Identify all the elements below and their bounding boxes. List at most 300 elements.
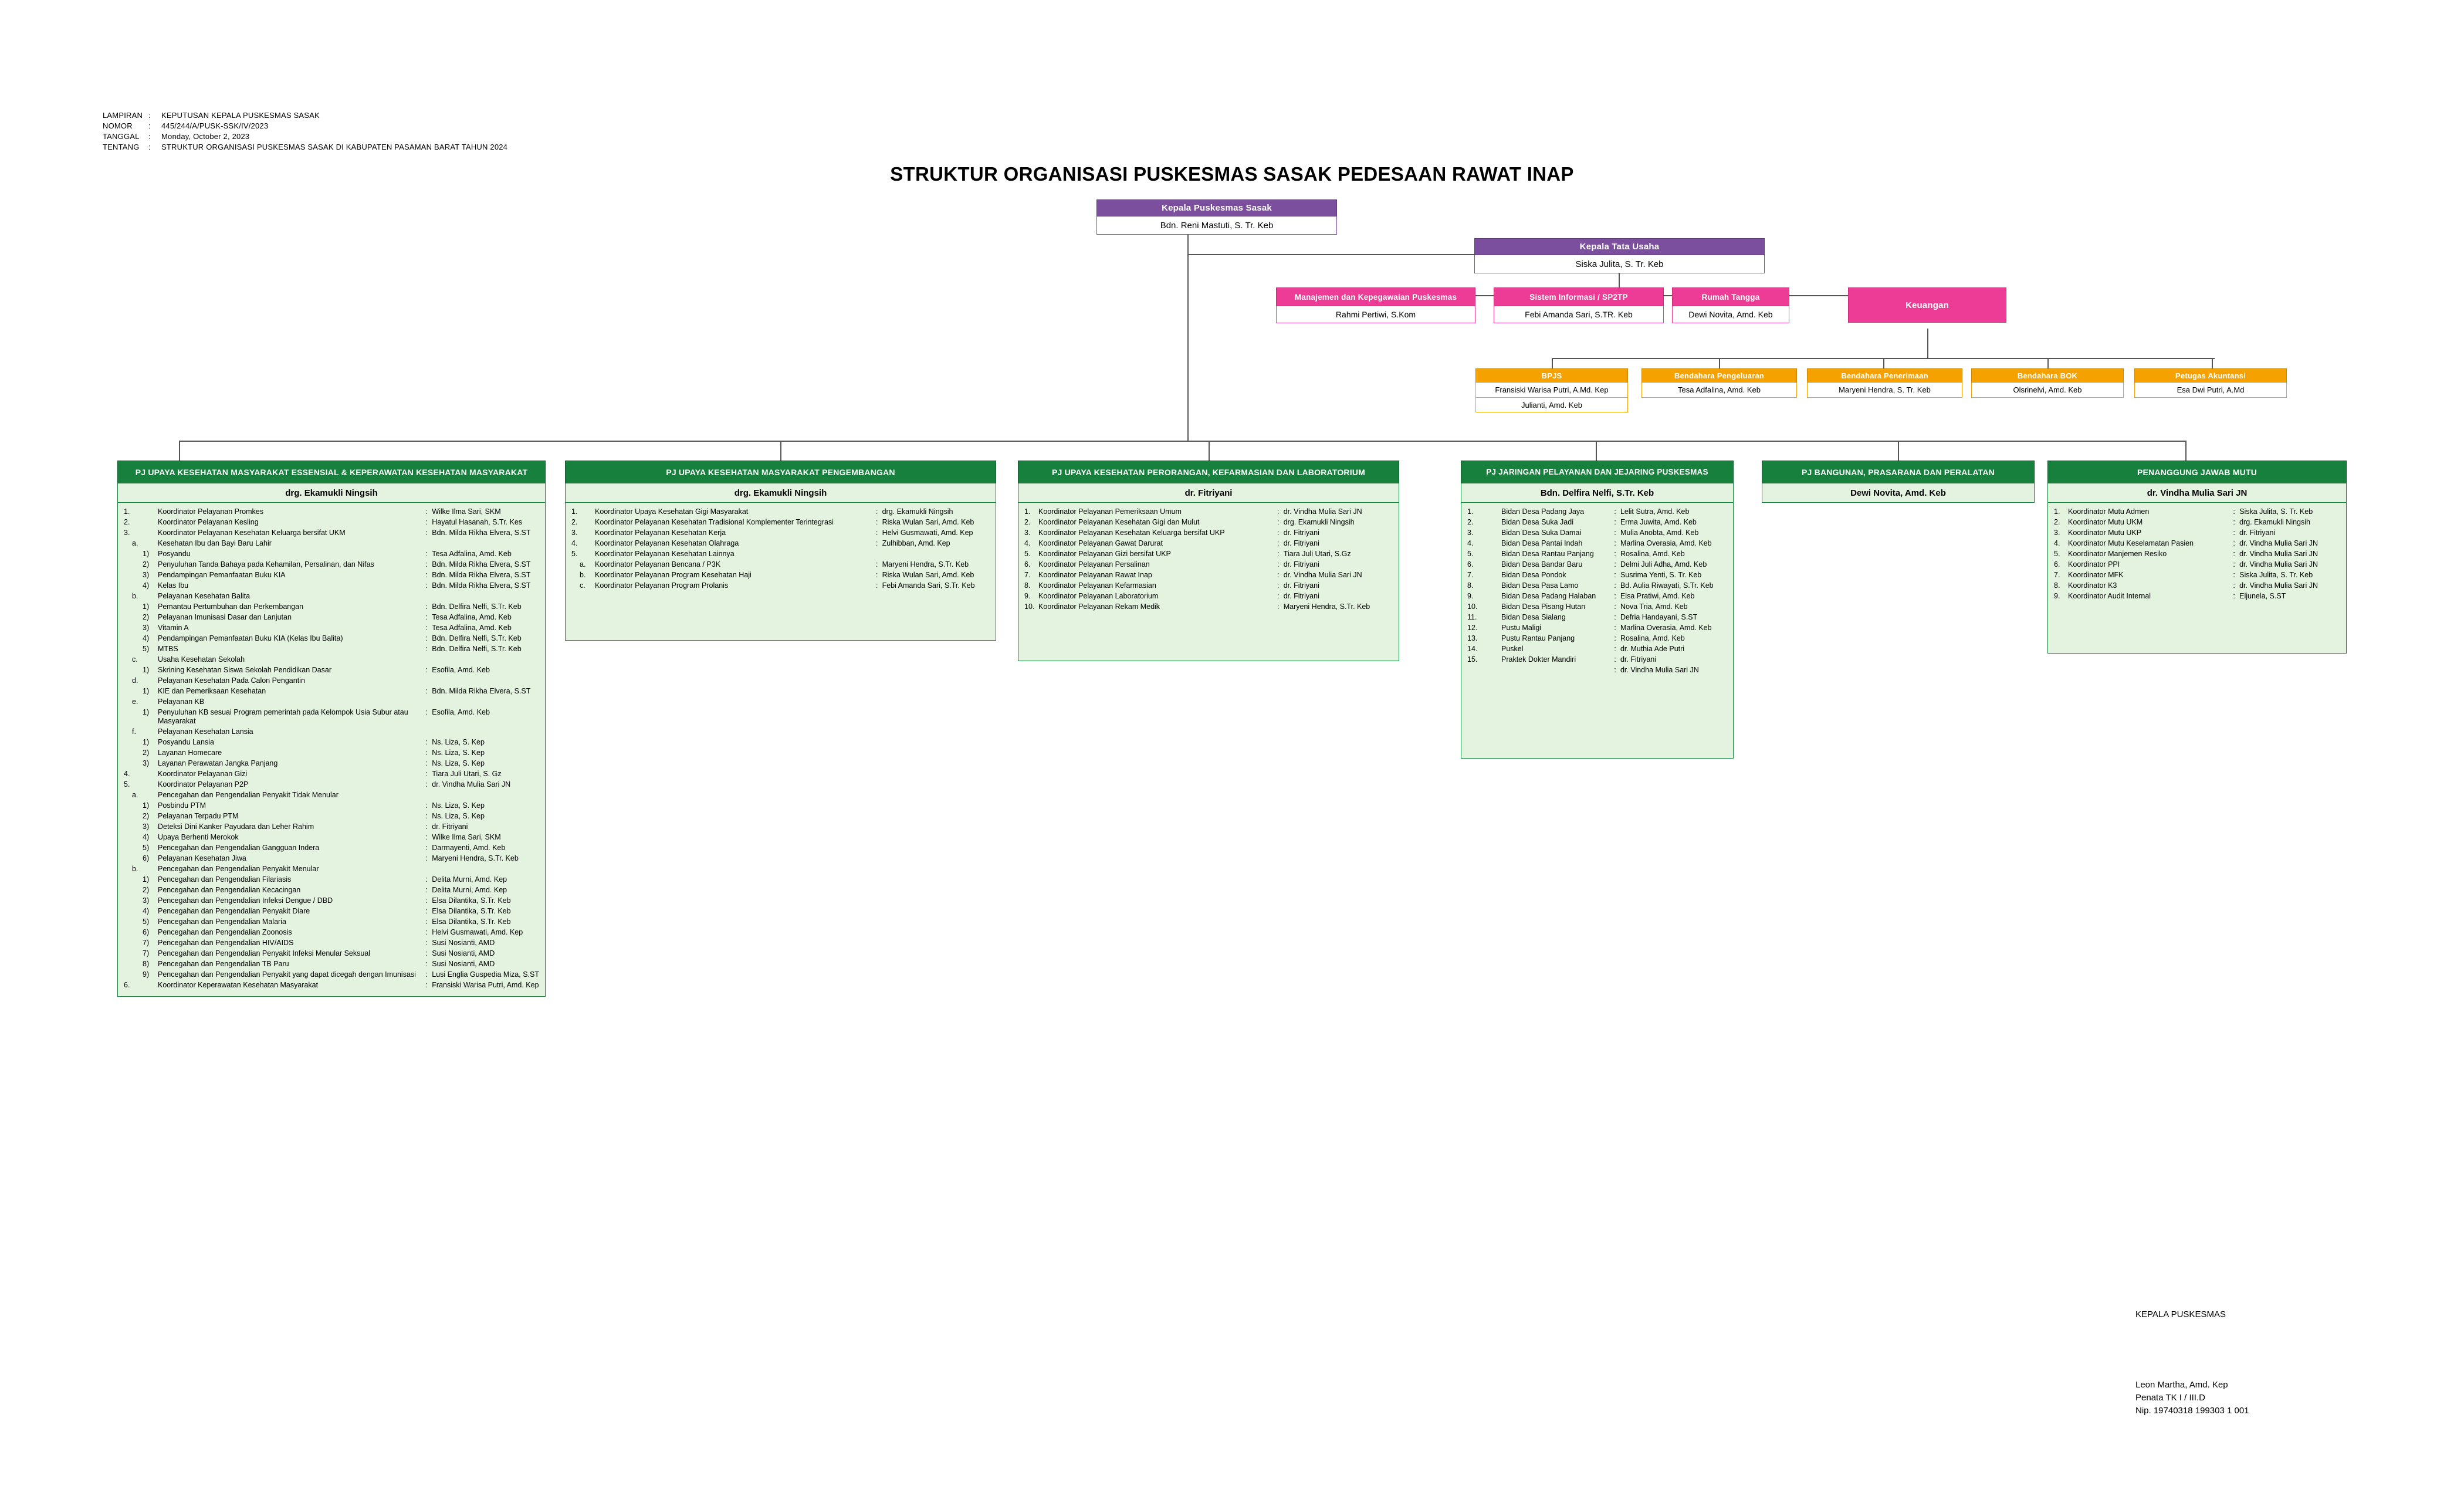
item-label: Pencegahan dan Pengendalian Penyakit Diare [158,906,310,915]
item-value: Ns. Liza, S. Kep [432,737,485,746]
item-value [431,538,540,549]
item-value: Ns. Liza, S. Kep [432,759,485,767]
item-value: dr. Fitriyani [1620,655,1657,664]
item-label: Bidan Desa Pasa Lamo [1501,581,1579,590]
tu-unit-manajemen-kepegawaian[interactable] [1276,287,1475,323]
item-number: 2. [124,517,130,526]
item-colon: : [425,623,428,632]
item-colon: : [1614,560,1616,568]
list-item [570,570,991,580]
item-colon [873,549,881,559]
item-label: Penyuluhan Tanda Bahaya pada Kehamilan, Persalinan, dan Nifas [158,560,374,568]
item-number: 10. [1467,602,1478,611]
item-colon [422,864,431,874]
item-colon: : [1614,602,1616,611]
connector [1209,441,1210,461]
kepala-puskesmas-name: Bdn. Reni Mastuti, S. Tr. Keb [1096,216,1337,235]
item-number: 2) [143,811,150,820]
signature-rank: Penata TK I / III.D [2135,1393,2205,1403]
item-number: 7. [1467,570,1474,579]
tu-unit-keuangan[interactable] [1848,287,2006,323]
item-number: 4) [143,581,150,590]
list-item [123,737,540,747]
item-value: drg. Ekamukli Ningsih [1283,517,1355,526]
list-item [123,601,540,612]
item-colon: : [875,570,878,579]
item-label: Koordinator Pelayanan Bencana / P3K [595,560,721,568]
item-colon: : [1277,517,1280,526]
list-item [123,916,540,927]
column-ukm-pengembangan[interactable] [565,461,996,641]
item-label: Pencegahan dan Pengendalian Malaria [158,917,286,926]
tu-unit-rumah-tangga[interactable] [1672,287,1789,323]
finance-unit-bpjs[interactable] [1475,368,1628,412]
item-label: Koordinator Keperawatan Kesehatan Masyarakat [158,980,319,989]
item-label: Bidan Desa Pantai Indah [1501,539,1583,547]
list-item [123,937,540,948]
list-item [570,580,991,591]
item-label: Koordinator Pelayanan Rawat Inap [1038,570,1152,579]
item-value: Susi Nosianti, AMD [432,949,495,957]
column-ukm-essensial[interactable] [117,461,546,997]
finance-unit-name: Tesa Adfalina, Amd. Keb [1641,383,1797,398]
item-label: Koordinator Pelayanan Kefarmasian [1038,581,1156,590]
list-item [123,959,540,969]
item-number: 1. [571,507,578,516]
item-colon: : [1614,507,1616,516]
item-number: 7. [2054,570,2060,579]
item-label: Puskel [1501,644,1524,653]
item-value: Ns. Liza, S. Kep [432,801,485,810]
meta-colon: : [148,132,151,141]
item-number: 15. [1467,655,1478,664]
list-item [123,821,540,832]
item-list [123,506,540,990]
list-item [123,895,540,906]
item-value [431,790,540,800]
item-colon: : [2233,570,2235,579]
item-number: 5. [124,780,130,788]
item-value [431,654,540,665]
item-colon [422,654,431,665]
item-number: 9. [2054,591,2060,600]
finance-unit-bendahara-penerimaan[interactable] [1807,368,1962,398]
item-value: Bdn. Delfira Nelfi, S.Tr. Keb [432,602,522,611]
item-label: Deteksi Dini Kanker Payudara dan Leher Rahim [158,822,314,831]
item-value [431,696,540,707]
item-label: Pencegahan dan Pengendalian TB Paru [158,959,289,968]
item-colon: : [875,581,878,590]
item-colon: : [425,780,428,788]
item-number: 9. [1024,591,1031,600]
item-number: d. [132,676,138,685]
item-colon: : [425,980,428,989]
list-item [123,506,540,517]
item-label: Koordinator Mutu Keselamatan Pasien [2068,539,2194,547]
item-value: dr. Fitriyani [2239,528,2276,537]
finance-unit-title: Bendahara BOK [1971,368,2124,383]
list-item [1023,527,1394,538]
item-value: Elsa Pratiwi, Amd. Keb [1620,591,1695,600]
list-item [123,559,540,570]
finance-unit-bendahara-pengeluaran[interactable] [1641,368,1797,398]
tu-unit-title: Keuangan [1848,287,2006,323]
item-colon [422,726,431,737]
item-value: Bdn. Milda Rikha Elvera, S.ST [432,560,531,568]
item-colon: : [425,811,428,820]
item-label: Pelayanan Terpadu PTM [158,811,239,820]
item-label: Bidan Desa Bandar Baru [1501,560,1583,568]
list-item [2053,591,2341,601]
tu-unit-sistem-informasi[interactable] [1494,287,1664,323]
list-item [123,675,540,686]
finance-unit-bendahara-bok[interactable] [1971,368,2124,398]
item-value: Erma Juwita, Amd. Keb [1620,517,1697,526]
meta-row [103,110,507,121]
connector [2185,441,2187,461]
item-value: drg. Ekamukli Ningsih [2239,517,2310,526]
item-number: 9) [143,970,150,979]
column-ukp-kefarmasian-laboratorium[interactable] [1018,461,1399,661]
item-label: Pencegahan dan Pengendalian Penyakit Infeksi Menular Seksual [158,949,371,957]
list-item [123,570,540,580]
item-colon: : [1277,570,1280,579]
item-value: Siska Julita, S. Tr. Keb [2239,570,2313,579]
item-colon: : [425,917,428,926]
item-number: 5. [1467,549,1474,558]
item-label: Koordinator K3 [2068,581,2117,590]
item-number: 7. [1024,570,1031,579]
item-value: Marlina Overasia, Amd. Keb [1620,623,1712,632]
item-label: Pelayanan Kesehatan Lansia [158,727,253,736]
item-label: Koordinator Pelayanan Laboratorium [1038,591,1159,600]
item-value: dr. Fitriyani [1283,560,1319,568]
item-number: 14. [1467,644,1478,653]
item-value: Delmi Juli Adha, Amd. Keb [1620,560,1707,568]
item-label: Koordinator Mutu UKM [2068,517,2143,526]
item-label: Koordinator Mutu UKP [2068,528,2142,537]
item-colon: : [1614,655,1616,664]
item-colon: : [2233,507,2235,516]
list-item [570,538,991,549]
item-number: f. [132,727,136,736]
item-value: Susrima Yenti, S. Tr. Keb [1620,570,1702,579]
item-value: Febi Amanda Sari, S.Tr. Keb [882,581,975,590]
list-item [123,769,540,779]
item-value: Tiara Juli Utari, S. Gz [432,769,502,778]
item-colon: : [1614,570,1616,579]
item-colon: : [1277,528,1280,537]
list-item [1466,665,1728,675]
column-body [1461,503,1734,759]
item-number: 5. [1024,549,1031,558]
item-label: Pencegahan dan Pengendalian Kecacingan [158,885,301,894]
item-number: 6) [143,854,150,862]
item-value: Tiara Juli Utari, S.Gz [1283,549,1351,558]
item-list [1023,506,1394,612]
connector [1927,329,1928,358]
item-colon: : [2233,528,2235,537]
item-number [1466,665,1500,675]
tu-unit-title: Manajemen dan Kepegawaian Puskesmas [1276,287,1475,306]
item-number: 13. [1467,634,1478,642]
item-label: Layanan Perawatan Jangka Panjang [158,759,278,767]
item-number: 2. [1024,517,1031,526]
item-label: Koordinator Pelayanan Kesehatan Gigi dan Mulut [1038,517,1200,526]
item-colon: : [2233,517,2235,526]
item-label: Koordinator MFK [2068,570,2124,579]
item-value: Ns. Liza, S. Kep [432,811,485,820]
finance-unit-petugas-akuntansi[interactable] [2134,368,2287,398]
item-label: Pemantau Pertumbuhan dan Perkembangan [158,602,304,611]
column-chief: Bdn. Delfira Nelfi, S.Tr. Keb [1461,483,1734,503]
item-label: Koordinator Pelayanan Pemeriksaan Umum [1038,507,1182,516]
item-value: Riska Wulan Sari, Amd. Keb [882,517,974,526]
item-label: MTBS [158,644,178,653]
column-bangunan-prasarana-peralatan[interactable] [1762,461,2035,503]
meta-colon: : [148,143,151,151]
item-label: Layanan Homecare [158,748,222,757]
item-colon: : [1614,528,1616,537]
item-colon: : [425,507,428,516]
item-value: Wilke Ilma Sari, SKM [432,832,501,841]
item-number: 4) [143,906,150,915]
finance-unit-name: Olsrinelvi, Amd. Keb [1971,383,2124,398]
item-label: Koordinator PPI [2068,560,2120,568]
item-value: Bdn. Milda Rikha Elvera, S.ST [432,570,531,579]
item-number: a. [132,790,138,799]
item-label: Usaha Kesehatan Sekolah [158,655,245,664]
item-number: 2) [143,612,150,621]
item-value: Susi Nosianti, AMD [432,938,495,947]
item-label: Pendampingan Pemanfaatan Buku KIA [158,570,286,579]
list-item [1023,580,1394,591]
item-label: Praktek Dokter Mandiri [1501,655,1576,664]
item-list [1466,506,1728,675]
item-value: Wilke Ilma Sari, SKM [432,507,501,516]
item-colon: : [425,959,428,968]
item-colon: : [1614,539,1616,547]
list-item [123,591,540,601]
finance-unit-title: BPJS [1475,368,1628,383]
list-item [123,747,540,758]
item-label: Koordinator Pelayanan Kesehatan Lainnya [595,549,735,558]
item-colon: : [2233,560,2235,568]
list-item [1466,612,1728,622]
item-value: Bdn. Milda Rikha Elvera, S.ST [432,528,531,537]
item-colon: : [425,528,428,537]
kepala-tata-usaha-title: Kepala Tata Usaha [1474,238,1765,255]
item-label: Pencegahan dan Pengendalian HIV/AIDS [158,938,294,947]
list-item [123,842,540,853]
item-value: Esofila, Amd. Keb [432,665,490,674]
item-value: Bdn. Milda Rikha Elvera, S.ST [432,686,531,695]
list-item [123,612,540,622]
item-value: dr. Fitriyani [1283,591,1319,600]
item-colon: : [875,539,878,547]
item-number: 3. [1467,528,1474,537]
list-item [123,948,540,959]
item-value: Maryeni Hendra, S.Tr. Keb [1283,602,1370,611]
item-number: 12. [1467,623,1478,632]
item-list [2053,506,2341,601]
list-item [123,633,540,644]
finance-unit-name-2: Julianti, Amd. Keb [1475,398,1628,412]
list-item [123,874,540,885]
item-number: 6. [1024,560,1031,568]
item-value: Elsa Dilantika, S.Tr. Keb [432,896,511,905]
item-colon [422,538,431,549]
item-number: 2) [143,560,150,568]
list-item [123,832,540,842]
column-jaringan-jejaring[interactable] [1461,461,1734,759]
item-number: 2) [143,885,150,894]
item-label: Koordinator Upaya Kesehatan Gigi Masyarakat [595,507,749,516]
item-number: 8) [143,959,150,968]
item-number: 1) [143,549,150,558]
item-label: Bidan Desa Padang Halaban [1501,591,1596,600]
list-item [1023,517,1394,527]
meta-label: NOMOR [103,121,133,130]
item-label: Posyandu Lansia [158,737,214,746]
kepala-puskesmas-box[interactable] [1096,199,1337,235]
item-number: 5. [571,549,578,558]
item-number: 4. [124,769,130,778]
item-value: Maryeni Hendra, S.Tr. Keb [432,854,519,862]
column-penanggung-jawab-mutu[interactable] [2047,461,2347,654]
item-colon: : [1277,549,1280,558]
item-number: 4) [143,832,150,841]
item-value [431,591,540,601]
item-label: Penyuluhan KB sesuai Program pemerintah pada Kelompok Usia Subur atau Masyarakat [158,708,408,725]
item-number: 1) [143,801,150,810]
list-item [123,517,540,527]
connector [2047,358,2049,368]
item-value: Lusi Englia Guspedia Miza, S.ST [432,970,539,979]
connector [780,441,781,461]
item-colon: : [425,708,428,716]
item-value: Zulhibban, Amd. Kep [882,539,950,547]
item-number: c. [132,655,138,664]
list-item [2053,549,2341,559]
item-value: Mulia Anobta, Amd. Keb [1620,528,1699,537]
item-label: Bidan Desa Sialang [1501,612,1566,621]
list-item [123,779,540,790]
connector [1187,233,1189,441]
meta-label: TANGGAL [103,132,140,141]
item-number: 3. [124,528,130,537]
item-label: Pelayanan Imunisasi Dasar dan Lanjutan [158,612,292,621]
item-value: dr. Fitriyani [432,822,468,831]
item-colon: : [1614,665,1616,674]
item-value: Hayatul Hasanah, S.Tr. Kes [432,517,523,526]
item-colon: : [1614,644,1616,653]
item-label: Koordinator Pelayanan P2P [158,780,249,788]
item-colon: : [425,875,428,884]
item-number: a. [132,539,138,547]
item-value: Bdn. Milda Rikha Elvera, S.ST [432,581,531,590]
list-item [123,696,540,707]
item-value: Helvi Gusmawati, Amd. Kep [432,928,523,936]
finance-unit-name: Fransiski Warisa Putri, A.Md. Kep [1475,383,1628,398]
item-colon: : [875,517,878,526]
list-item [1466,559,1728,570]
item-number: 3) [143,623,150,632]
item-value: Esofila, Amd. Keb [432,708,490,716]
item-value: Elsa Dilantika, S.Tr. Keb [432,906,511,915]
list-item [123,811,540,821]
item-value: dr. Fitriyani [1283,581,1319,590]
connector [2212,358,2213,368]
item-value: Nova Tria, Amd. Keb [1620,602,1688,611]
connector [1883,358,1884,368]
item-label: Koordinator Pelayanan Kesehatan Keluarga bersifat UKP [1038,528,1225,537]
column-chief: Dewi Novita, Amd. Keb [1762,483,2035,503]
item-number: 9. [1467,591,1474,600]
column-body [565,503,996,641]
list-item [1466,644,1728,654]
item-label: Koordinator Mutu Admen [2068,507,2150,516]
column-chief: dr. Vindha Mulia Sari JN [2047,483,2347,503]
finance-unit-title: Bendahara Penerimaan [1807,368,1962,383]
item-value: dr. Vindha Mulia Sari JN [1283,507,1362,516]
item-colon: : [425,581,428,590]
item-value: Tesa Adfalina, Amd. Keb [432,623,512,632]
column-header: PJ UPAYA KESEHATAN MASYARAKAT ESSENSIAL & KEPERAWATAN KESEHATAN MASYARAKAT [117,461,546,483]
item-number: 8. [1467,581,1474,590]
item-value: Tesa Adfalina, Amd. Keb [432,549,512,558]
item-number: 3) [143,759,150,767]
item-value: Maryeni Hendra, S.Tr. Keb [882,560,969,568]
item-colon: : [425,737,428,746]
item-value: dr. Vindha Mulia Sari JN [1620,665,1699,674]
signature-nip: Nip. 19740318 199303 1 001 [2135,1406,2249,1416]
item-number: 2. [1467,517,1474,526]
page-title: STRUKTUR ORGANISASI PUSKESMAS SASAK PEDESAAN RAWAT INAP [890,163,1574,185]
item-colon: : [1277,602,1280,611]
item-colon [422,591,431,601]
item-number: 3. [2054,528,2060,537]
item-number: 4. [1024,539,1031,547]
list-item [570,559,991,570]
item-colon: : [1277,539,1280,547]
item-colon: : [425,549,428,558]
item-number: 5. [2054,549,2060,558]
list-item [123,644,540,654]
item-label: Pencegahan dan Pengendalian Penyakit yang dapat dicegah dengan Imunisasi [158,970,416,979]
kepala-tata-usaha-box[interactable] [1474,238,1765,273]
item-colon: : [425,748,428,757]
list-item [123,665,540,675]
list-item [1466,517,1728,527]
item-label: Koordinator Pelayanan Gizi [158,769,248,778]
item-number: 2. [2054,517,2060,526]
item-number: 10. [1024,602,1035,611]
list-item [1466,549,1728,559]
list-item [123,885,540,895]
item-value: Susi Nosianti, AMD [432,959,495,968]
list-item [123,980,540,990]
item-label: KIE dan Pemeriksaan Kesehatan [158,686,266,695]
item-colon: : [425,644,428,653]
item-label: Koordinator Audit Internal [2068,591,2151,600]
signature-title: KEPALA PUSKESMAS [2135,1309,2226,1319]
column-header: PJ UPAYA KESEHATAN MASYARAKAT PENGEMBANGAN [565,461,996,483]
item-label: Koordinator Pelayanan Promkes [158,507,263,516]
list-item [1466,654,1728,665]
item-number: 8. [2054,581,2060,590]
list-item [2053,570,2341,580]
